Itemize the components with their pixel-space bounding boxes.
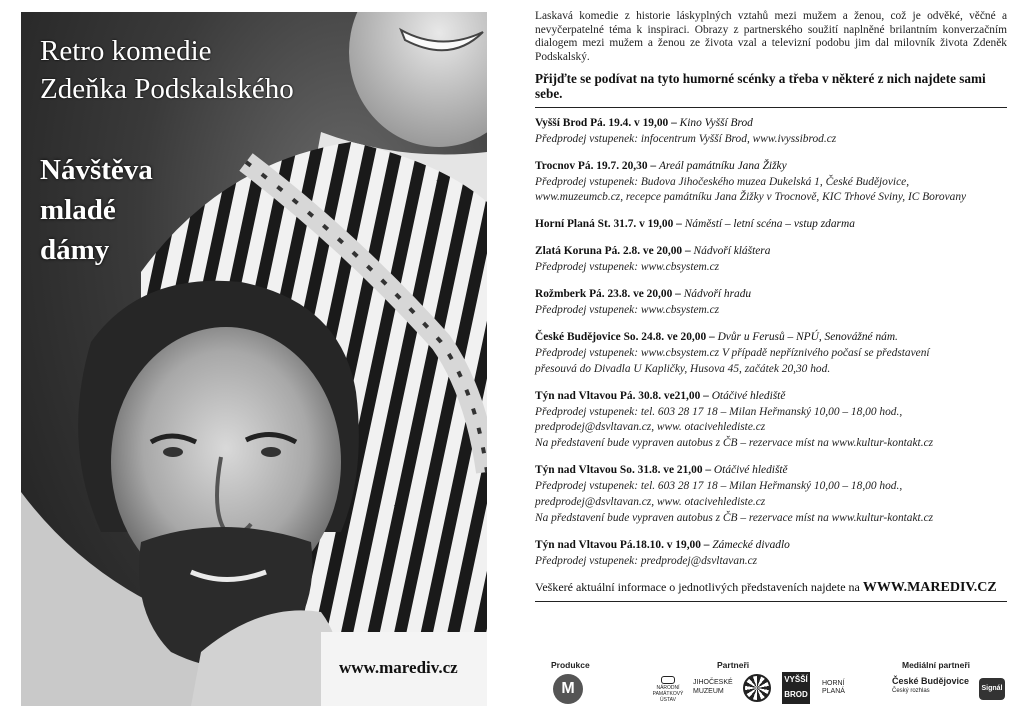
event-detail: Na představení bude vypraven autobus z ČB – rezervace míst na www.kultur-kontakt.cz: [535, 437, 934, 450]
divider: [535, 107, 1007, 108]
event-date: Trocnov Pá. 19.7. 20,30 –: [535, 159, 657, 172]
event-venue: Dvůr u Ferusů – NPÚ, Senovážné nám.: [717, 330, 898, 343]
poster-title-line: Zdeňka Podskalského: [40, 73, 294, 105]
jihoceske-muzeum-logo-text: JIHOČESKÉ: [693, 679, 733, 686]
seal-logo: [743, 674, 771, 702]
poster-title: [40, 32, 294, 108]
cesky-rozhlas-logo-text: České Budějovice: [892, 676, 970, 686]
footer-site-link[interactable]: WWW.MAREDIV.CZ: [862, 579, 997, 595]
event-head: [535, 538, 1007, 554]
npu-logo: [650, 676, 686, 703]
event-item: [535, 330, 1007, 378]
event-head: [535, 217, 1007, 233]
event-head: [535, 330, 1007, 346]
event-venue: Otáčivé hlediště: [713, 464, 788, 477]
jihoceske-muzeum-logo-text: MUZEUM: [693, 688, 724, 695]
event-venue: Náměstí – letní scéna – vstup zdarma: [684, 218, 855, 231]
info-column: [535, 10, 1007, 602]
event-item: [535, 244, 1007, 276]
event-detail: Předprodej vstupenek: tel. 603 28 17 18 – Milan Heřmanský 10,00 – 18,00 hod.,: [535, 405, 903, 418]
divider: [535, 601, 1007, 602]
event-head: [535, 463, 1007, 479]
play-title-line: mladé: [40, 194, 116, 226]
event-detail: Předprodej vstupenek: tel. 603 28 17 18 – Milan Heřmanský 10,00 – 18,00 hod.,: [535, 480, 903, 493]
event-venue: Zámecké divadlo: [712, 538, 790, 551]
event-date: Vyšší Brod Pá. 19.4. v 19,00 –: [535, 116, 677, 129]
event-date: Rožmberk Pá. 23.8. ve 20,00 –: [535, 288, 681, 301]
event-head: [535, 116, 1007, 132]
npu-logo-text: NÁRODNÍ PAMÁTKOVÝ ÚSTAV: [652, 685, 684, 703]
play-title: [40, 150, 240, 270]
marediv-logo: M: [553, 674, 583, 704]
event-date: Týn nad Vltavou So. 31.8. ve 21,00 –: [535, 464, 712, 477]
medialni-label: Mediální partneři: [902, 660, 971, 670]
event-date: Týn nad Vltavou Pá. 30.8. ve21,00 –: [535, 389, 709, 402]
event-venue: Otáčivé hlediště: [711, 389, 786, 402]
event-detail: Předprodej vstupenek: Budova Jihočeského muzea Dukelská 1, České Budějovice,: [535, 175, 910, 188]
event-detail: Na představení bude vypraven autobus z ČB – rezervace míst na www.kultur-kontakt.cz: [535, 511, 934, 524]
event-item: [535, 538, 1007, 570]
event-item: [535, 389, 1007, 453]
cesky-rozhlas-logo: [892, 676, 969, 696]
event-head: [535, 389, 1007, 405]
event-detail: Předprodej vstupenek: www.cbsystem.cz: [535, 261, 720, 274]
event-detail: predprodej@dsvltavan.cz, www. otacivehlediste.cz: [535, 421, 766, 434]
footer-note-text: Veškeré aktuální informace o jednotlivých představeních najdete na: [535, 579, 860, 594]
event-head: [535, 287, 1007, 303]
signal-logo: Signál: [979, 678, 1005, 700]
event-detail: přesouvá do Divadla U Kapličky, Husova 45, začátek 20,30 hod.: [535, 362, 831, 375]
poster-url[interactable]: www.marediv.cz: [339, 658, 458, 677]
event-list: [535, 116, 1007, 570]
event-detail: Předprodej vstupenek: www.cbsystem.cz: [535, 303, 720, 316]
intro-paragraph: Laskavá komedie z historie láskyplných vztahů mezi mužem a ženou, což je odvěké, věčné a nevyčerpatelné téma k inspiraci. Obrazy z partnerského soužití naplněné brilantním konverzačním dialogem mezi mužem a ženou ze života vzal a televizní podobu jim dal milovník života Zdeněk Podskalský.: [535, 10, 1007, 64]
event-date: Zlatá Koruna Pá. 2.8. ve 20,00 –: [535, 245, 691, 258]
event-date: České Budějovice So. 24.8. ve 20,00 –: [535, 330, 715, 343]
event-venue: Nádvoří hradu: [683, 288, 752, 301]
event-date: Týn nad Vltavou Pá.18.10. v 19,00 –: [535, 538, 710, 551]
event-item: [535, 217, 1007, 233]
event-date: Horní Planá St. 31.7. v 19,00 –: [535, 218, 682, 231]
event-item: [535, 116, 1007, 148]
partneri-label: Partneři: [717, 660, 750, 670]
event-detail: www.muzeumcb.cz, recepce památníku Jana Žižky v Trocnově, KIC Trhové Sviny, IC Borovany: [535, 191, 967, 204]
event-item: [535, 287, 1007, 319]
produkce-label: Produkce: [551, 660, 590, 670]
play-title-line: dámy: [40, 234, 110, 266]
jihoceske-muzeum-logo: [693, 678, 733, 696]
event-venue: Nádvoří kláštera: [693, 245, 771, 258]
logo-bar: [535, 660, 1007, 710]
woman-face: [349, 12, 487, 147]
poster-photo: [21, 12, 487, 706]
horni-plana-logo: HORNÍ PLANÁ: [822, 680, 845, 695]
event-detail: predprodej@dsvltavan.cz, www. otacivehlediste.cz: [535, 496, 766, 509]
event-head: [535, 159, 1007, 175]
event-venue: Kino Vyšší Brod: [679, 116, 753, 129]
footer-note: [535, 580, 1007, 595]
event-detail: Předprodej vstupenek: predprodej@dsvltavan.cz: [535, 554, 758, 567]
event-head: [535, 244, 1007, 260]
call-to-action: Přijďte se podívat na tyto humorné scénky a třeba v některé z nich najdete sami sebe.: [535, 70, 986, 101]
poster: [21, 12, 487, 706]
event-item: [535, 159, 1007, 207]
poster-title-line: Retro komedie: [40, 35, 212, 67]
cesky-rozhlas-logo-text: Český rozhlas: [892, 688, 930, 694]
event-detail: Předprodej vstupenek: www.cbsystem.cz V případě nepříznivého počasí se představení: [535, 346, 930, 359]
event-venue: Areál památníku Jana Žižky: [658, 159, 787, 172]
event-item: [535, 463, 1007, 527]
vyssi-brod-logo: VYŠŠÍ BROD: [782, 672, 810, 704]
event-detail: Předprodej vstupenek: infocentrum Vyšší Brod, www.ivyssibrod.cz: [535, 132, 837, 145]
play-title-line: Návštěva: [40, 154, 153, 186]
